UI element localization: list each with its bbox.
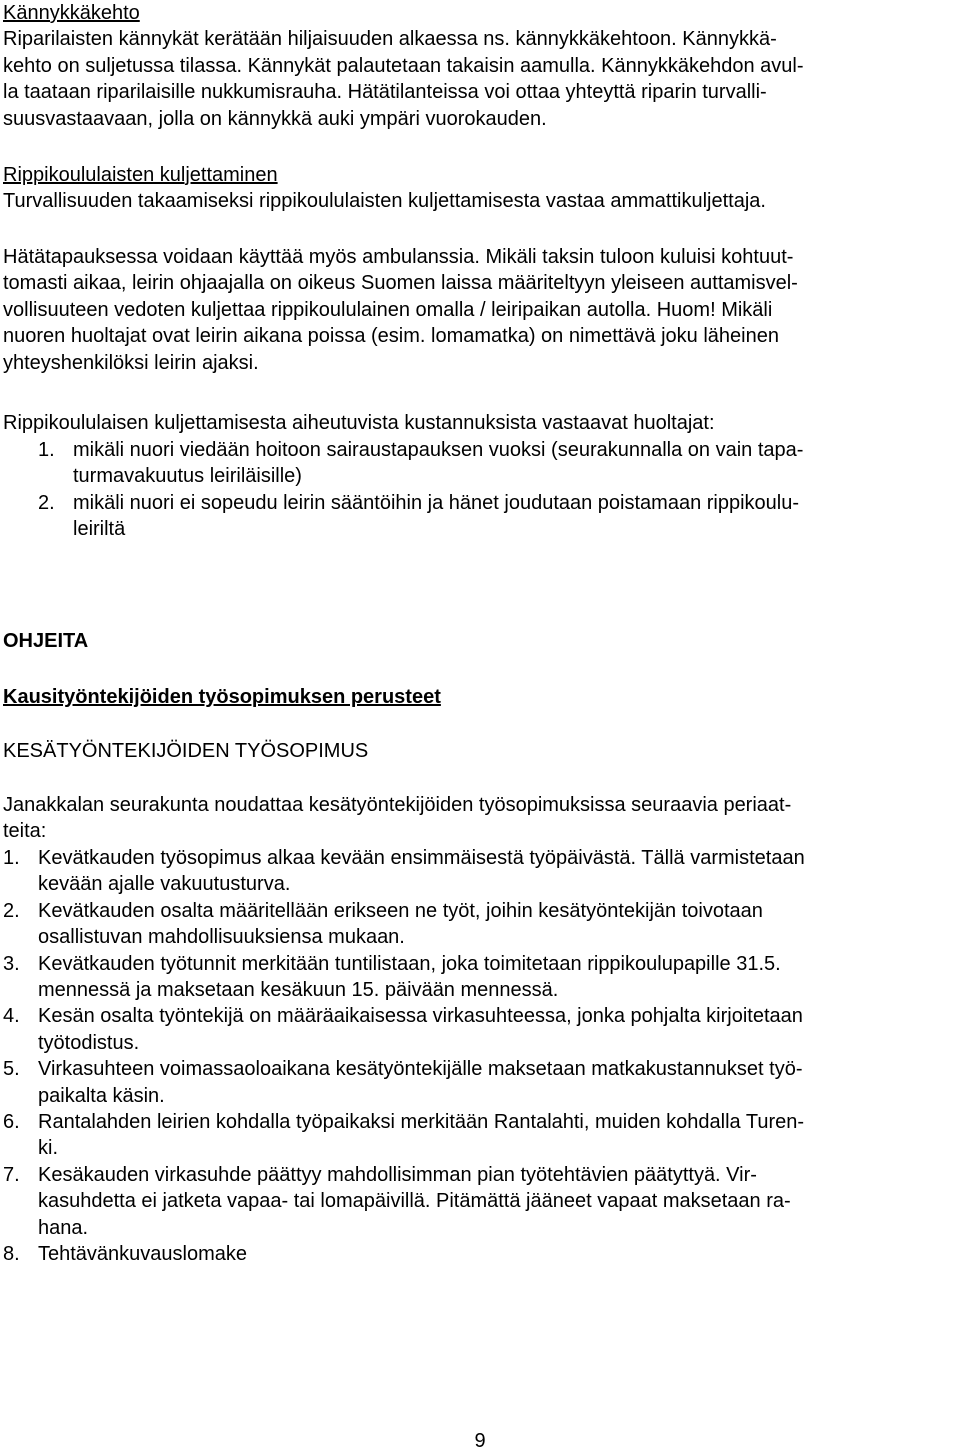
phone-cradle-title: Kännykkäkehto bbox=[3, 2, 140, 24]
list-item bbox=[3, 951, 958, 1004]
list-item-number: 1. bbox=[38, 439, 55, 461]
list-item-number: 2. bbox=[38, 491, 55, 514]
list-item-line: turmavakuutus leiriläisille) bbox=[73, 465, 302, 488]
list-item bbox=[3, 1162, 958, 1241]
list-item-number: 4. bbox=[3, 1005, 20, 1028]
costs-intro-text: Rippikoululaisen kuljettamisesta aiheutuvista kustannuksista vastaavat huoltajat: bbox=[3, 412, 715, 434]
list-item-line: osallistuvan mahdollisuuksiensa mukaan. bbox=[38, 926, 405, 949]
costs-list bbox=[3, 437, 958, 543]
transport-intro: Turvallisuuden takaamiseksi rippikoululaisten kuljettamisesta vastaa ammattikuljettaja. bbox=[3, 190, 766, 213]
caps-heading-text: KESÄTYÖNTEKIJÖIDEN TYÖSOPIMUS bbox=[3, 740, 369, 762]
transport-section-header bbox=[3, 162, 958, 215]
list-item-line: leiriltä bbox=[73, 518, 126, 541]
list-item bbox=[3, 490, 958, 543]
transport-line: nuoren huoltajat ovat leirin aikana poissa (esim. lomamatka) on nimettävä joku läheinen bbox=[3, 325, 779, 348]
transport-line: vollisuuteen vedoten kuljettaa rippikoululainen omalla / leiripaikan autolla. Huom! Mikäli bbox=[3, 298, 773, 321]
list-item-line: kasuhdetta ei jatketa vapaa- tai lomapäivillä. Pitämättä jääneet vapaat maksetaan ra- bbox=[38, 1190, 791, 1213]
caps-heading bbox=[3, 738, 958, 764]
list-item bbox=[3, 1241, 958, 1267]
instructions-subheading bbox=[3, 684, 958, 710]
list-item bbox=[3, 1109, 958, 1162]
list-item-line: Kesän osalta työntekijä on määräaikaisessa virkasuhteessa, jonka pohjalta kirjoitetaan bbox=[38, 1005, 803, 1028]
list-item-number: 1. bbox=[3, 847, 20, 869]
list-item-number: 5. bbox=[3, 1058, 20, 1081]
list-item bbox=[3, 1003, 958, 1056]
list-item-number: 3. bbox=[3, 952, 20, 975]
list-item bbox=[3, 845, 958, 898]
transport-title: Rippikoululaisten kuljettaminen bbox=[3, 164, 278, 186]
transport-line: Hätätapauksessa voidaan käyttää myös ambulanssia. Mikäli taksin tuloon kuluisi kohtuut- bbox=[3, 246, 794, 268]
list-item-line: Kesäkauden virkasuhde päättyy mahdollisimman pian työtehtävien päätyttyä. Vir- bbox=[38, 1163, 757, 1186]
list-item-number: 8. bbox=[3, 1243, 20, 1266]
list-item-number: 2. bbox=[3, 899, 20, 922]
list-item-line: mennessä ja maksetaan kesäkuun 15. päivään mennessä. bbox=[38, 979, 559, 1002]
list-item-line: ki. bbox=[38, 1137, 58, 1160]
transport-line: yhteyshenkilöksi leirin ajaksi. bbox=[3, 351, 259, 374]
list-item-line: kevään ajalle vakuutusturva. bbox=[38, 873, 291, 896]
phone-cradle-line: Riparilaisten kännykät kerätään hiljaisuuden alkaessa ns. kännykkäkehtoon. Kännykkä- bbox=[3, 28, 777, 51]
list-item bbox=[3, 437, 958, 490]
instructions-heading bbox=[3, 628, 958, 654]
phone-cradle-line: kehto on suljetussa tilassa. Kännykät palautetaan takaisin aamulla. Kännykkäkehdon avul- bbox=[3, 54, 804, 77]
phone-cradle-line: suusvastaavaan, jolla on kännykkä auki ympäri vuorokauden. bbox=[3, 107, 547, 130]
instructions-intro-line: Janakkalan seurakunta noudattaa kesätyöntekijöiden työsopimuksissa seuraavia periaat- bbox=[3, 794, 792, 816]
list-item-number: 6. bbox=[3, 1111, 20, 1134]
list-item-line: Rantalahden leirien kohdalla työpaikaksi merkitään Rantalahti, muiden kohdalla Turen- bbox=[38, 1111, 805, 1134]
list-item-number: 7. bbox=[3, 1163, 20, 1186]
instructions-list bbox=[3, 845, 958, 1268]
phone-cradle-line: la taataan riparilaisille nukkumisrauha. Hätätilanteissa voi ottaa yhteyttä riparin turvalli- bbox=[3, 81, 767, 104]
transport-paragraph bbox=[3, 244, 958, 376]
list-item-line: Tehtävänkuvauslomake bbox=[38, 1243, 248, 1266]
phone-cradle-section bbox=[3, 0, 958, 132]
list-item-line: Kevätkauden työtunnit merkitään tuntilistaan, joka toimitetaan rippikoulupapille 31.5. bbox=[38, 952, 781, 975]
costs-intro bbox=[3, 410, 958, 436]
list-item-line: hana. bbox=[38, 1216, 89, 1239]
list-item-line: mikäli nuori ei sopeudu leirin sääntöihin ja hänet joudutaan poistamaan rippikoulu- bbox=[73, 491, 800, 514]
list-item-line: mikäli nuori viedään hoitoon sairaustapauksen vuoksi (seurakunnalla on vain tapa- bbox=[73, 439, 804, 461]
instructions-intro-line: teita: bbox=[3, 820, 47, 843]
transport-line: tomasti aikaa, leirin ohjaajalla on oikeus Suomen laissa määriteltyyn yleiseen auttamisvel- bbox=[3, 272, 798, 295]
instructions-subheading-text: Kausityöntekijöiden työsopimuksen perusteet bbox=[3, 686, 441, 708]
list-item-line: paikalta käsin. bbox=[38, 1084, 165, 1107]
list-item-line: Virkasuhteen voimassaoloaikana kesätyöntekijälle maksetaan matkakustannukset työ- bbox=[38, 1058, 803, 1081]
list-item-line: Kevätkauden työsopimus alkaa kevään ensimmäisestä työpäivästä. Tällä varmistetaan bbox=[38, 847, 805, 869]
list-item-line: työtodistus. bbox=[38, 1031, 140, 1054]
list-item bbox=[3, 1056, 958, 1109]
page-number: 9 bbox=[474, 1430, 486, 1452]
list-item-line: Kevätkauden osalta määritellään erikseen ne työt, joihin kesätyöntekijän toivotaan bbox=[38, 899, 763, 922]
instructions-intro bbox=[3, 792, 958, 845]
instructions-heading-text: OHJEITA bbox=[3, 630, 89, 652]
list-item bbox=[3, 898, 958, 951]
